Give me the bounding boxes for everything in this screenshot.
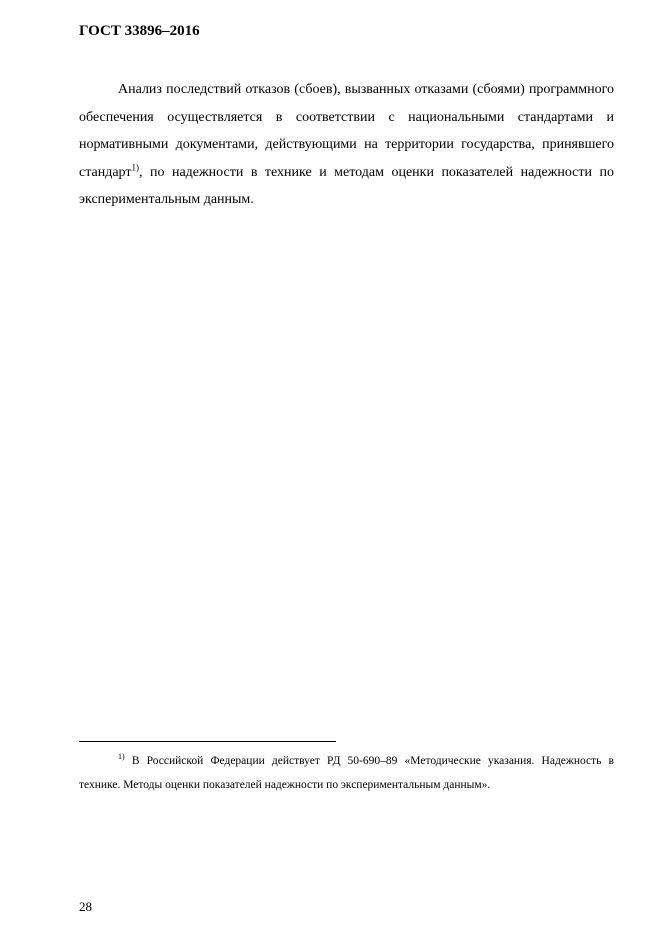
footnote xyxy=(79,749,614,797)
page-number: 28 xyxy=(79,899,92,914)
body-paragraph-text-start: Анализ последствий отказов (сбоев), вызванных отказами (сбоями) программного обеспечения осуществляется в соответствии с национальными стандартами и нормативными документами, действующими на территории государства, принявшего стандарт xyxy=(79,82,614,180)
standard-designation-header: ГОСТ 33896–2016 xyxy=(79,23,200,39)
footnote-reference[interactable]: 1) xyxy=(131,161,139,172)
footnote-mark: 1) xyxy=(118,752,125,762)
footnote-separator-line xyxy=(79,741,336,742)
body-paragraph-text-end: , по надежности в технике и методам оценки показателей надежности по экспериментальным данным. xyxy=(79,164,614,207)
body-paragraph xyxy=(79,76,614,214)
footnote-text: В Российской Федерации действует РД 50-690–89 «Методические указания. Надежность в технике. Методы оценки показателей надежности по экспериментальным данным». xyxy=(79,755,614,791)
